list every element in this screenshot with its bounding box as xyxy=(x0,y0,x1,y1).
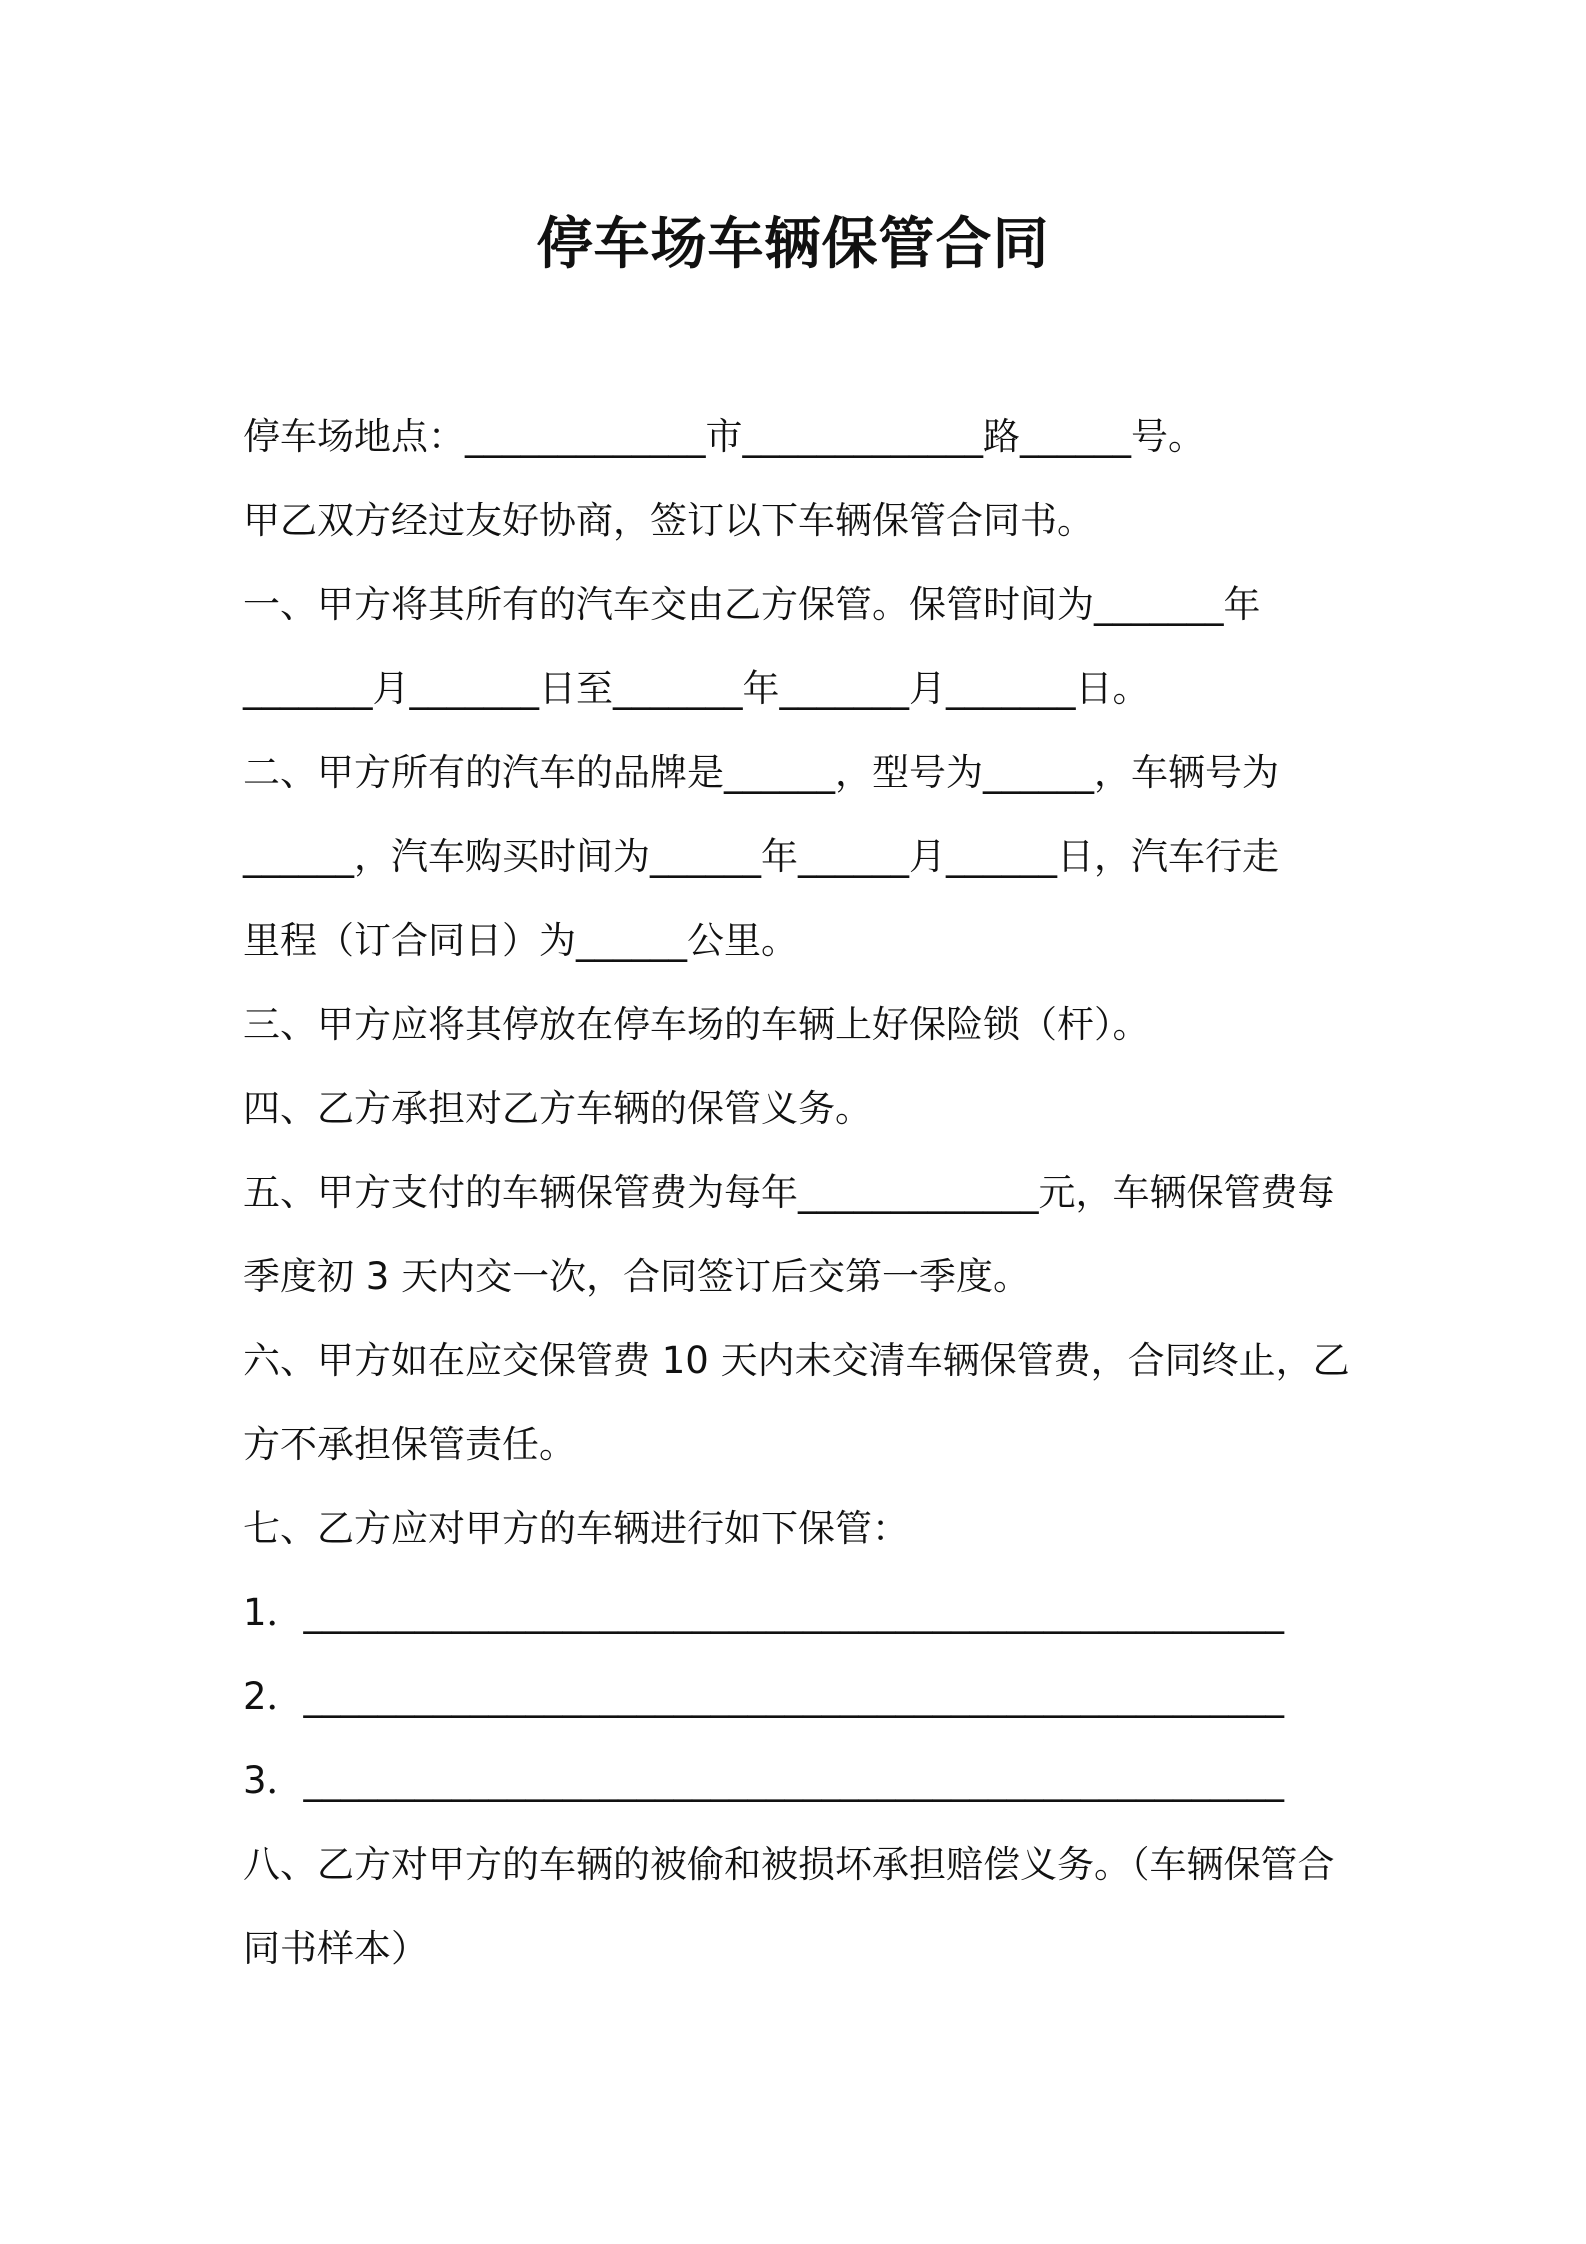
location-line: 停车场地点：_____________市_____________路______号。 xyxy=(243,415,1205,458)
document-title: 停车场车辆保管合同 xyxy=(536,212,1050,277)
clause-7-item-2: 2．_____________________________________________________ xyxy=(243,1675,1285,1718)
clause-5-line-1: 五、甲方支付的车辆保管费为每年_____________元，车辆保管费每 xyxy=(243,1171,1335,1214)
clause-8-line-1: 八、乙方对甲方的车辆的被偷和被损坏承担赔偿义务。（车辆保管合 xyxy=(243,1843,1335,1886)
clause-4-line: 四、乙方承担对乙方车辆的保管义务。 xyxy=(243,1087,872,1130)
clause-2-line-2: ______，汽车购买时间为______年______月______日，汽车行走 xyxy=(243,835,1279,878)
document-body xyxy=(243,395,1363,1991)
clause-2-line-3: 里程（订合同日）为______公里。 xyxy=(243,919,798,962)
clause-7-item-3: 3．_____________________________________________________ xyxy=(243,1759,1285,1802)
clause-7-item-1: 1．_____________________________________________________ xyxy=(243,1591,1285,1634)
clause-6-line-2: 方不承担保管责任。 xyxy=(243,1423,576,1466)
clause-5-line-2: 季度初 3 天内交一次，合同签订后交第一季度。 xyxy=(243,1255,1031,1298)
clause-6-line-1: 六、甲方如在应交保管费 10 天内未交清车辆保管费，合同终止，乙 xyxy=(243,1339,1350,1382)
clause-8-line-2: 同书样本） xyxy=(243,1927,428,1970)
preamble-line: 甲乙双方经过友好协商，签订以下车辆保管合同书。 xyxy=(243,499,1094,542)
clause-2-line-1: 二、甲方所有的汽车的品牌是______，型号为______，车辆号为 xyxy=(243,751,1279,794)
clause-7-line: 七、乙方应对甲方的车辆进行如下保管： xyxy=(243,1507,909,1550)
clause-1-line-2: _______月_______日至_______年_______月_______日。 xyxy=(243,667,1150,710)
clause-1-line-1: 一、甲方将其所有的汽车交由乙方保管。保管时间为_______年 xyxy=(243,583,1261,626)
clause-3-line: 三、甲方应将其停放在停车场的车辆上好保险锁（杆）。 xyxy=(243,1003,1150,1046)
